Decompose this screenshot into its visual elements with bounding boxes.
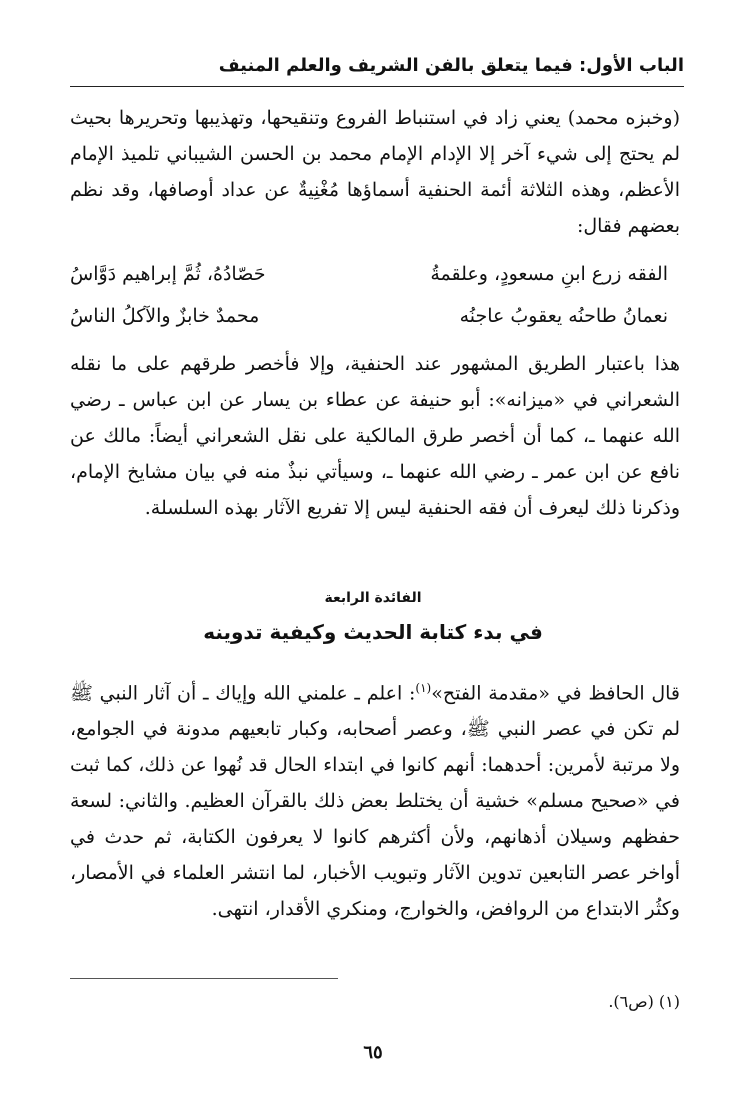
footnote: (١) (ص٦). — [608, 992, 680, 1011]
section-label: الفائدة الرابعة — [324, 590, 422, 606]
paragraph-3-body: : اعلم ـ علمني الله وإياك ـ أن آثار النبي ﷺ لم تكن في عصر النبي ﷺ، وعصر أصحابه، وكبار تابعيهم مدونة في الجوامع، ولا مرتبة لأمرين: أحدهما: أنهم كانوا في ابتداء الحال قد نُهوا عن ذلك، كما ثبت في «صحيح مسلم» خشية أن يختلط بعض ذلك بالقرآن العظيم. والثاني: لسعة حفظهم وسيلان أذهانهم، ولأن أكثرهم كانوا لا يعرفون الكتابة، ثم حدث في أواخر عصر التابعين تدوين الآثار وتبويب الأخبار، لما انتشر العلماء في الأمصار، وكثُر الابتداع من الروافض، والخوارج، ومنكري الأقدار، انتهى. — [70, 682, 680, 921]
paragraph-2: هذا باعتبار الطريق المشهور عند الحنفية، وإلا فأخصر طرقهم على ما نقله الشعراني في «ميزانه»: أبو حنيفة عن عطاء بن يسار عن ابن عباس ـ رضي الله عنهما ـ، كما أن أخصر طرق المالكية على نقل الشعراني أيضاً: مالك عن نافع عن ابن عمر ـ رضي الله عنهما ـ، وسيأتي نبذٌ منه في بيان مشايخ الإمام، وذكرنا ذلك ليعرف أن فقه الحنفية ليس إلا تفريع الآثار بهذه السلسلة. — [70, 353, 680, 519]
header-rule — [70, 86, 684, 87]
verse-line-2 — [70, 298, 668, 334]
verse-2-first-hemistich: نعمانُ طاحنُه يعقوبُ عاجنُه — [459, 305, 668, 327]
verse-line-1 — [70, 256, 668, 292]
verse-2-second-hemistich: محمدٌ خابزٌ والآكلُ الناسُ — [70, 305, 260, 327]
verse-1-second-hemistich: حَصّادُهُ، ثُمَّ إبراهيم دَوَّاسُ — [70, 263, 266, 285]
footnote-rule — [70, 978, 338, 979]
paragraph-3 — [70, 670, 680, 927]
paragraph-1: (وخبزه محمد) يعني زاد في استنباط الفروع وتنقيحها، وتهذيبها وتحريرها بحيث لم يحتج إلى شيء آخر إلا الإدام الإمام محمد بن الحسن الشيباني تلميذ الإمام الأعظم، وهذه الثلاثة أئمة الحنفية أسماؤها مُغْنِيةٌ عن عداد أوصافها، وقد نظم بعضهم فقال: — [70, 107, 680, 237]
page-number: ٦٥ — [363, 1042, 383, 1063]
running-head: الباب الأول: فيما يتعلق بالفن الشريف والعلم المنيف — [218, 55, 684, 76]
section-title: في بدء كتابة الحديث وكيفية تدوينه — [203, 620, 543, 644]
paragraph-3-opening: قال الحافظ في «مقدمة الفتح» — [431, 682, 681, 705]
footnote-reference[interactable]: (١) — [415, 681, 432, 695]
verse-1-first-hemistich: الفقه زرع ابنِ مسعودٍ، وعلقمةُ — [430, 263, 668, 285]
